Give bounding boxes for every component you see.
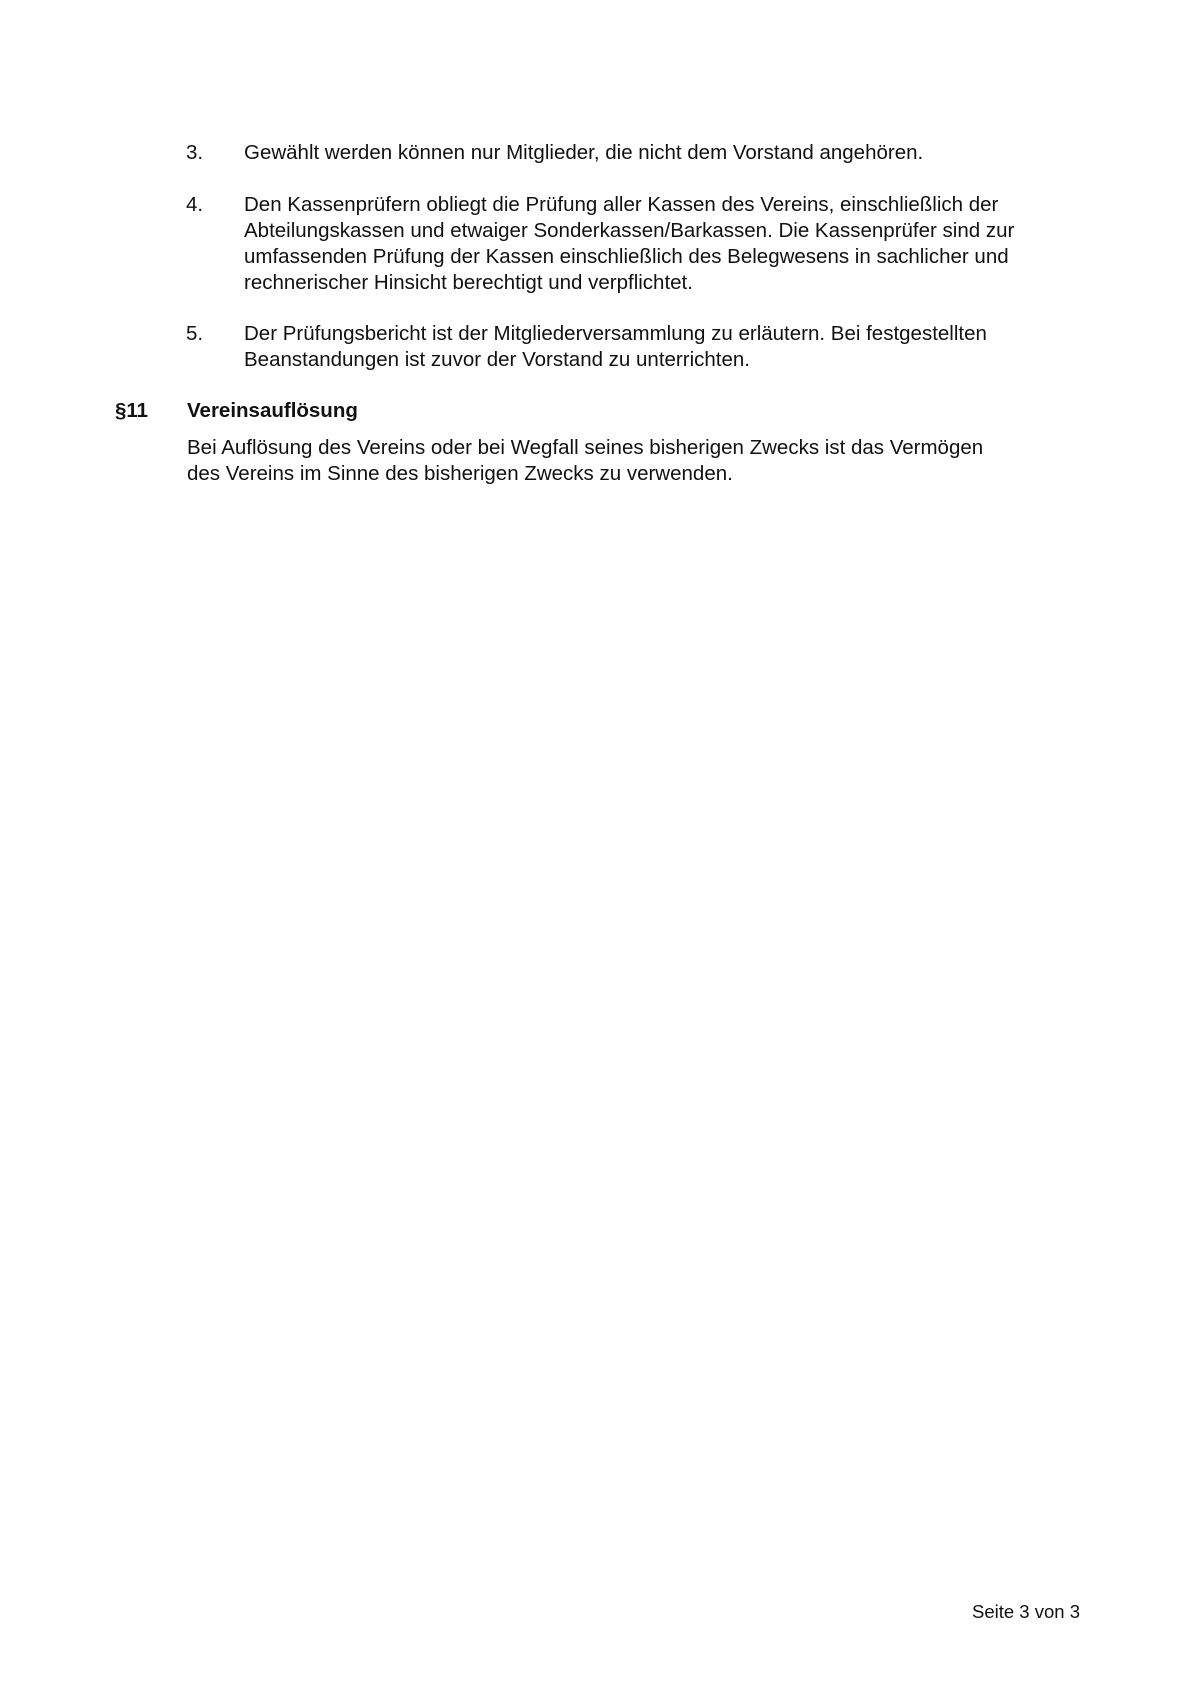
- page-number-footer: Seite 3 von 3: [972, 1601, 1080, 1622]
- list-item-text: rechnerischer Hinsicht berechtigt und verpflichtet.: [244, 271, 693, 294]
- list-item-text: Gewählt werden können nur Mitglieder, die nicht dem Vorstand angehören.: [244, 141, 924, 164]
- list-item-text: Den Kassenprüfern obliegt die Prüfung aller Kassen des Vereins, einschließlich der: [244, 193, 999, 216]
- section-number: §11: [115, 399, 149, 422]
- section-text: Bei Auflösung des Vereins oder bei Wegfall seines bisherigen Zwecks ist das Vermögen: [187, 436, 984, 459]
- section-title: Vereinsauflösung: [187, 399, 358, 422]
- list-item-number: 4.: [186, 193, 204, 216]
- list-item-text: Beanstandungen ist zuvor der Vorstand zu unterrichten.: [244, 348, 750, 371]
- list-item-text: Abteilungskassen und etwaiger Sonderkassen/Barkassen. Die Kassenprüfer sind zur: [244, 219, 1015, 242]
- list-item-text: umfassenden Prüfung der Kassen einschließlich des Belegwesens in sachlicher und: [244, 245, 1009, 268]
- section-text: des Vereins im Sinne des bisherigen Zwecks zu verwenden.: [187, 462, 733, 485]
- list-item-number: 5.: [186, 322, 204, 345]
- list-item-number: 3.: [186, 141, 204, 164]
- list-item-text: Der Prüfungsbericht ist der Mitgliederversammlung zu erläutern. Bei festgestellten: [244, 322, 987, 345]
